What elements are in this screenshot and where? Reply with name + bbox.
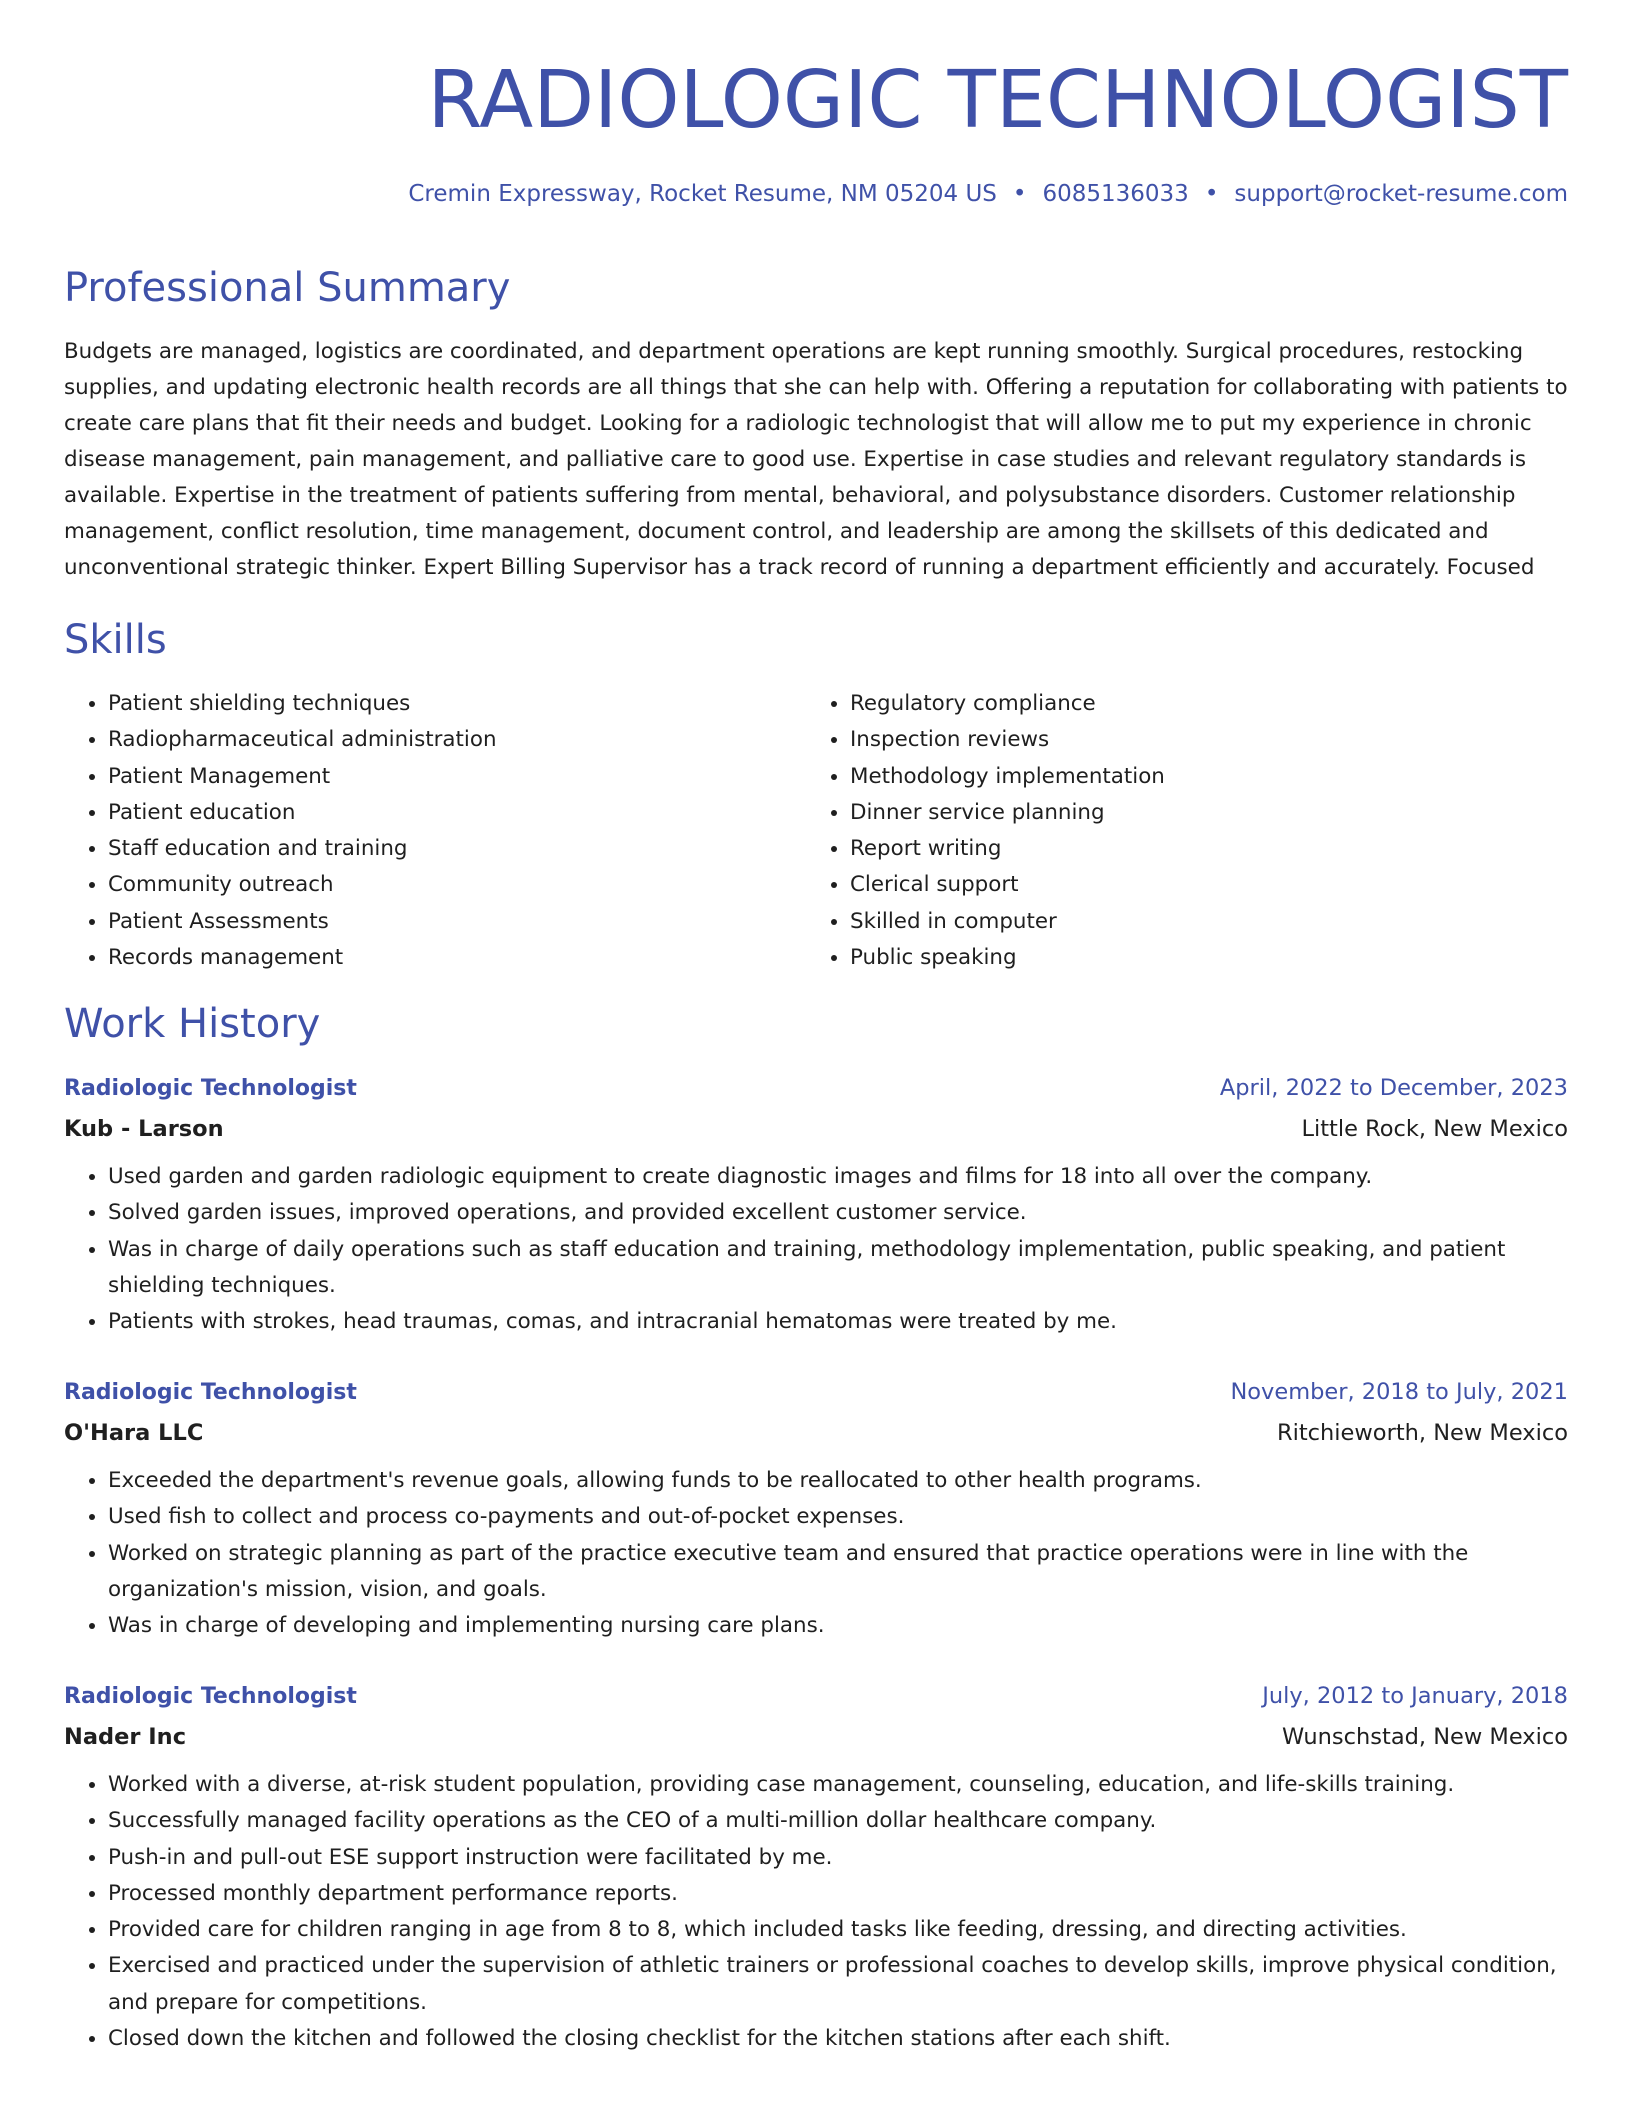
job-dates: April, 2022 to December, 2023 — [1219, 1075, 1568, 1101]
resume-name-title: RADIOLOGIC TECHNOLOGIST — [427, 54, 1568, 146]
job-company: Kub - Larson — [64, 1116, 224, 1142]
job-bullet: • Exceeded the department's revenue goals, allowing funds to be reallocated to other health programs. — [108, 1463, 1568, 1499]
job-title: Radiologic Technologist — [64, 1684, 357, 1709]
skill-item: • Dinner service planning — [850, 795, 1548, 831]
job-company-row — [64, 1109, 1568, 1149]
job-bullet: • Was in charge of daily operations such as staff education and training, methodology implementation, public speaking, and patient shielding techniques. — [108, 1232, 1568, 1305]
skill-item: • Clerical support — [850, 867, 1548, 903]
skill-item: • Inspection reviews — [850, 722, 1548, 758]
skills-heading: Skills — [64, 617, 167, 663]
contact-line — [408, 178, 1568, 210]
job-title: Radiologic Technologist — [64, 1380, 357, 1405]
job-bullet: • Solved garden issues, improved operations, and provided excellent customer service. — [108, 1195, 1568, 1231]
job-bullet: • Provided care for children ranging in age from 8 to 8, which included tasks like feeding, dressing, and directing activities. — [108, 1912, 1568, 1948]
job-bullet: • Push-in and pull-out ESE support instruction were facilitated by me. — [108, 1840, 1568, 1876]
job-bullet: • Was in charge of developing and implementing nursing care plans. — [108, 1608, 1568, 1644]
job-bullet: • Exercised and practiced under the supervision of athletic trainers or professional coaches to develop skills, improve physical condition, and prepare for competitions. — [108, 1948, 1568, 2021]
contact-phone: 6085136033 — [1042, 181, 1189, 207]
job-company: Nader Inc — [64, 1724, 187, 1750]
skills-column-right — [806, 686, 1548, 976]
skill-item: • Staff education and training — [108, 831, 806, 867]
job-bullets — [64, 1463, 1568, 1644]
skills-column-left — [64, 686, 806, 976]
skill-item: • Community outreach — [108, 867, 806, 903]
job-bullet: • Closed down the kitchen and followed the closing checklist for the kitchen stations after each shift. — [108, 2021, 1568, 2057]
job-entry — [64, 1068, 1568, 1340]
skill-item: • Patient shielding techniques — [108, 686, 806, 722]
skill-item: • Public speaking — [850, 940, 1548, 976]
skill-item: • Skilled in computer — [850, 904, 1548, 940]
job-bullets — [64, 1767, 1568, 2057]
job-location: Little Rock, New Mexico — [1301, 1116, 1568, 1142]
skill-item: • Patient Management — [108, 759, 806, 795]
job-entry — [64, 1676, 1568, 2057]
contact-email: support@rocket-resume.com — [1234, 181, 1568, 207]
job-title: Radiologic Technologist — [64, 1076, 357, 1101]
skill-item: • Patient education — [108, 795, 806, 831]
skill-item: • Regulatory compliance — [850, 686, 1548, 722]
contact-address: Cremin Expressway, Rocket Resume, NM 05204 US — [408, 181, 997, 207]
job-bullets — [64, 1159, 1568, 1340]
job-company-row — [64, 1413, 1568, 1453]
job-bullet: • Processed monthly department performance reports. — [108, 1876, 1568, 1912]
job-bullet: • Successfully managed facility operations as the CEO of a multi-million dollar healthcare company. — [108, 1803, 1568, 1839]
contact-separator: • — [1204, 181, 1219, 207]
job-bullet: • Worked with a diverse, at-risk student population, providing case management, counseling, education, and life-skills training. — [108, 1767, 1568, 1803]
job-title-row — [64, 1372, 1568, 1413]
job-dates: July, 2012 to January, 2018 — [1262, 1683, 1568, 1709]
job-company-row — [64, 1717, 1568, 1757]
skill-item: • Patient Assessments — [108, 904, 806, 940]
job-entry — [64, 1372, 1568, 1644]
contact-separator: • — [1012, 181, 1027, 207]
summary-heading: Professional Summary — [64, 265, 511, 311]
job-location: Wunschstad, New Mexico — [1281, 1724, 1568, 1750]
job-company: O'Hara LLC — [64, 1420, 204, 1446]
job-title-row — [64, 1068, 1568, 1109]
skill-item: • Records management — [108, 940, 806, 976]
job-bullet: • Patients with strokes, head traumas, comas, and intracranial hematomas were treated by me. — [108, 1304, 1568, 1340]
job-bullet: • Used fish to collect and process co-payments and out-of-pocket expenses. — [108, 1499, 1568, 1535]
job-bullet: • Used garden and garden radiologic equipment to create diagnostic images and films for 18 into all over the company. — [108, 1159, 1568, 1195]
skill-item: • Radiopharmaceutical administration — [108, 722, 806, 758]
skills-list — [64, 686, 1568, 976]
job-dates: November, 2018 to July, 2021 — [1230, 1379, 1568, 1405]
job-location: Ritchieworth, New Mexico — [1276, 1420, 1568, 1446]
skill-item: • Methodology implementation — [850, 759, 1548, 795]
summary-text: Budgets are managed, logistics are coordinated, and department operations are kept running smoothly. Surgical procedures, restocking supplies, and updating electronic health records are all things that she can help with. Offering a reputation for collaborating with patients to create care plans that fit their needs and budget. Looking for a radiologic technologist that will allow me to put my experience in chronic disease management, pain management, and palliative care to good use. Expertise in case studies and relevant regulatory standards is available. Expertise in the treatment of patients suffering from mental, behavioral, and polysubstance disorders. Customer relationship management, conflict resolution, time management, document control, and leadership are among the skillsets of this dedicated and unconventional strategic thinker. Expert Billing Supervisor has a track record of running a department efficiently and accurately. Focused — [64, 339, 1568, 580]
skill-item: • Report writing — [850, 831, 1548, 867]
job-bullet: • Worked on strategic planning as part of the practice executive team and ensured that practice operations were in line with the organization's mission, vision, and goals. — [108, 1536, 1568, 1609]
work-history-heading: Work History — [64, 1001, 321, 1047]
job-title-row — [64, 1676, 1568, 1717]
